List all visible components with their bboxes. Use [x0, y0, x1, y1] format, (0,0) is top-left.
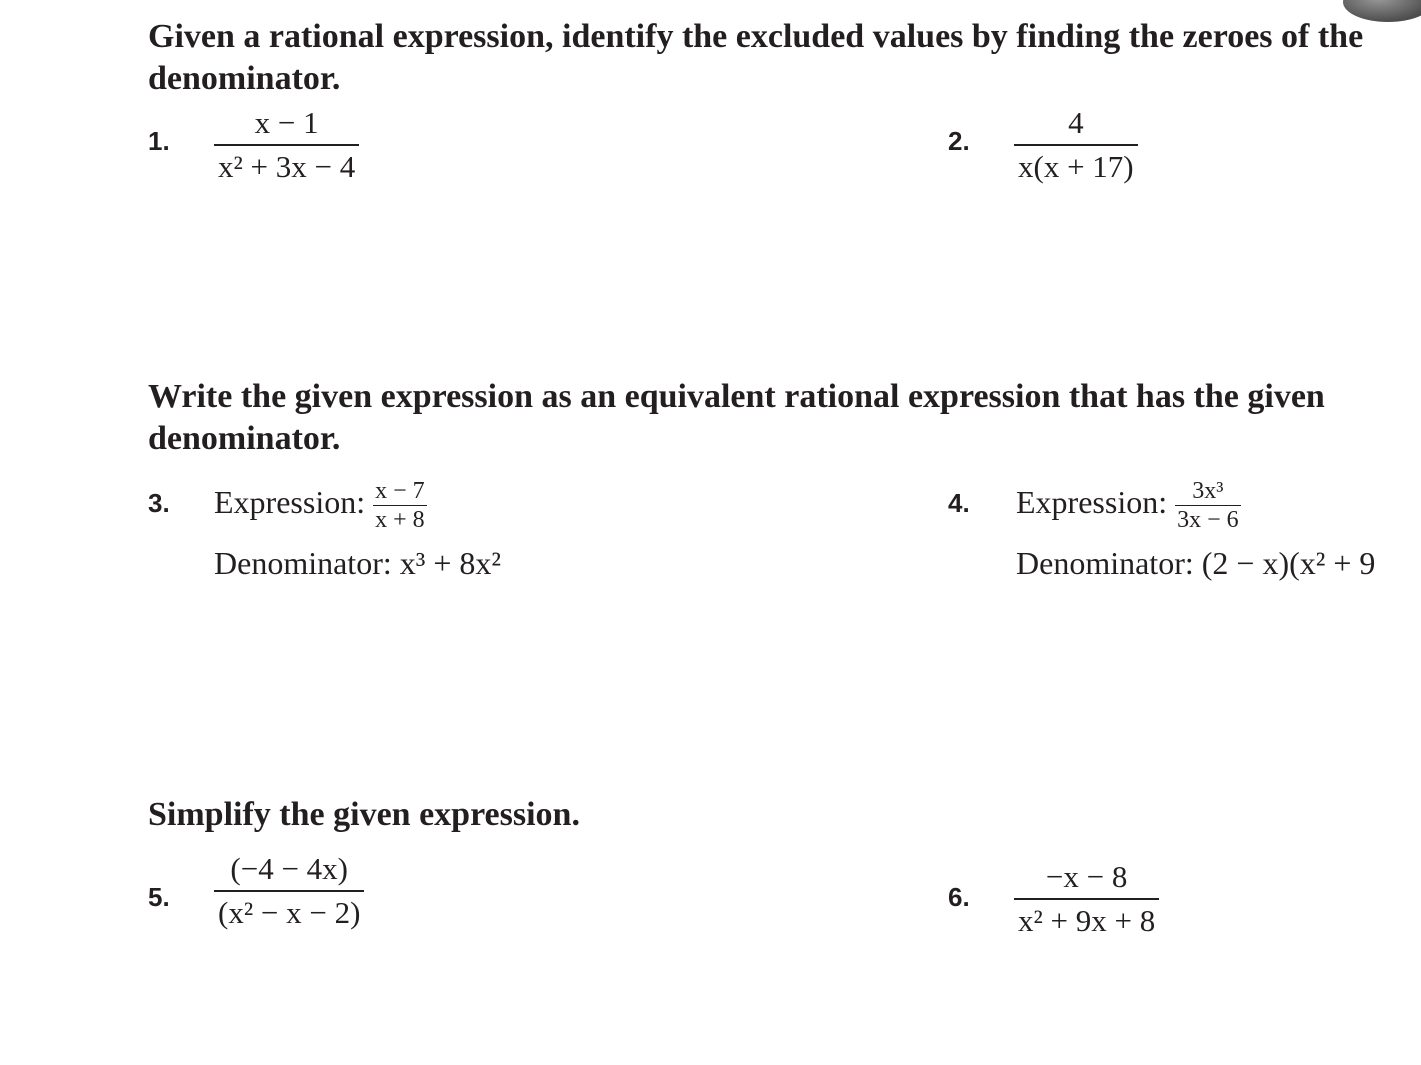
problem-2-numerator: 4 — [1068, 105, 1084, 140]
problem-6-numerator: −x − 8 — [1045, 859, 1128, 894]
problem-5-denominator: (x² − x − 2) — [214, 890, 364, 930]
problem-1-fraction — [214, 106, 359, 184]
problem-4-denominator-line — [1016, 543, 1421, 583]
problem-3-given-denominator: x³ + 8x² — [399, 545, 501, 581]
problem-3-number: 3. — [148, 488, 170, 518]
problem-3-denominator-label: Denominator: — [214, 545, 392, 581]
problem-4-fraction — [1175, 478, 1241, 533]
problem-3-expression-label: Expression: — [214, 483, 366, 520]
problem-3-fraction — [373, 478, 427, 533]
instruction-simplify: Simplify the given expression. — [148, 796, 580, 833]
problem-3-denominator: x + 8 — [375, 507, 425, 533]
problem-4-given-denominator: (2 − x)(x² + 9 — [1201, 545, 1376, 581]
problem-6-number: 6. — [948, 882, 970, 912]
problem-3-expression-line — [214, 478, 427, 533]
problem-1-number: 1. — [148, 126, 170, 156]
problem-1-numerator: x − 1 — [254, 105, 319, 140]
problem-2-denominator: x(x + 17) — [1014, 144, 1138, 184]
problem-2-fraction — [1014, 106, 1138, 184]
problem-4-denominator-label: Denominator: — [1016, 545, 1194, 581]
instruction-excluded-values: Given a rational expression, identify the excluded values by finding the zeroes of the denominator. — [148, 18, 1364, 97]
problem-3-numerator: x − 7 — [375, 478, 425, 504]
problem-4-number: 4. — [948, 488, 970, 518]
problem-4-numerator: 3x³ — [1192, 478, 1224, 504]
problem-5-number: 5. — [148, 882, 170, 912]
problem-6-fraction — [1014, 860, 1159, 938]
problem-4-expression-label: Expression: — [1016, 483, 1168, 520]
problem-5-numerator: (−4 − 4x) — [230, 851, 349, 886]
problem-3-denominator-line — [214, 543, 501, 583]
problem-6-denominator: x² + 9x + 8 — [1014, 898, 1159, 938]
problem-5-fraction — [214, 852, 364, 930]
problem-4-denominator: 3x − 6 — [1177, 507, 1239, 533]
problem-2-number: 2. — [948, 126, 970, 156]
instruction-equivalent-expression: Write the given expression as an equivalent rational expression that has the given denominator. — [148, 378, 1325, 457]
problem-4-expression-line — [1016, 478, 1241, 533]
problem-1-denominator: x² + 3x − 4 — [214, 144, 359, 184]
